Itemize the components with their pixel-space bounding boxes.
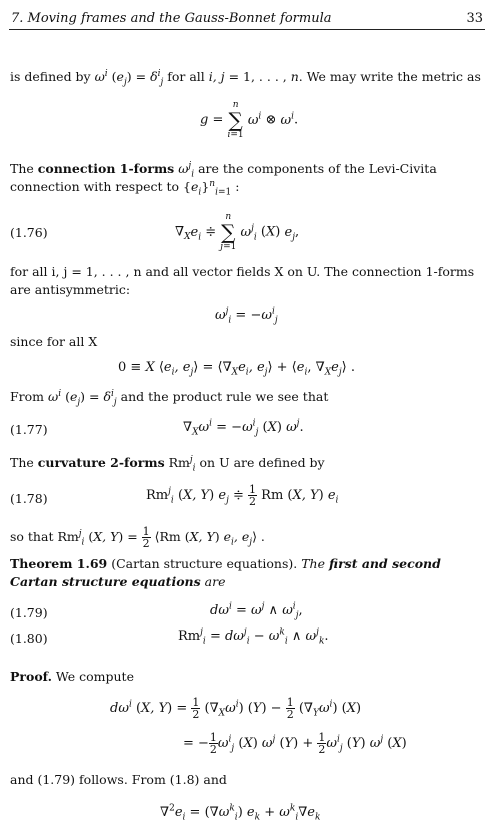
paragraph-curvature-forms: The curvature 2-forms $Rm^j_i$ on U are defined by — [10, 454, 325, 474]
equation-tag-1-76: (1.76) — [10, 225, 48, 240]
equation-1-76: $\nabla_Xe_i$ ≑ n ∑ j=1 $\omega^j_i$ (X) $e_j$, — [175, 212, 300, 252]
equation-tag-1-79: (1.79) — [10, 605, 48, 620]
proof-intro: Proof. We compute — [10, 669, 134, 684]
equation-second-covariant: $\nabla^2e_i = (\nabla\omega^k_i) e_k + \omega^k_i\nabla e_k$ — [160, 803, 321, 823]
paragraph-follows: and (1.79) follows. From (1.8) and — [10, 772, 227, 787]
equation-tag-1-80: (1.80) — [10, 631, 48, 646]
paragraph-antisymmetric: for all i, j = 1, . . . , n and all vector fields X on U. The connection 1-forms are antisymmetric: — [10, 264, 475, 297]
equation-1-78: $Rm^j_i$ (X, Y) $e_j$ ≑ $\frac{1}{2}$ Rm (X, Y) $e_i$ — [146, 483, 339, 508]
running-header — [9, 9, 485, 30]
paragraph-so-that: so that $Rm^j_i$ (X, Y) = $\frac{1}{2}$ ⟨Rm (X, Y) $e_i$, $e_j⟩$ . — [10, 525, 265, 550]
equation-metric: g = n ∑ i=1 $\omega^i$ ⊗ $\omega^i$. — [200, 100, 299, 140]
equation-1-79: $d\omega^i = \omega^j$ ∧ $\omega^i_j$, — [210, 601, 303, 621]
equation-tag-1-77: (1.77) — [10, 422, 48, 437]
equation-antisymmetry: $\omega^j_i = -\omega^i_j$ — [215, 306, 278, 326]
paragraph-metric-intro: is defined by $\omega^i$ $(e_j) = \delta^i_j$ for all i, j = 1, . . . , n. We may write the metric as — [10, 68, 481, 88]
paragraph-product-rule: From $\omega^i$ $(e_j) = \delta^i_j$ and the product rule we see that — [10, 388, 329, 408]
page-number: 33 — [466, 11, 483, 26]
equation-metric-compatibility: 0 ≡ X $⟨e_i$, $e_j⟩$ = $⟨\nabla_Xe_i$, $e_j⟩$ + $⟨e_i$, $\nabla_Xe_j⟩$ . — [118, 360, 355, 378]
theorem-1-69: Theorem 1.69 (Cartan structure equations). The first and second Cartan structure equations are — [10, 556, 441, 589]
paragraph-since: since for all X — [10, 334, 98, 349]
chapter-title: 7. Moving frames and the Gauss-Bonnet formula — [11, 11, 332, 26]
equation-1-80: $Rm^j_i = d\omega^j_i - \omega^k_i$ ∧ $\omega^j_k$. — [178, 627, 329, 647]
equation-tag-1-78: (1.78) — [10, 491, 48, 506]
equation-proof-line-2: = − $\frac{1}{2}$ $\omega^i_j$ (X) $\omega^j$ (Y) + $\frac{1}{2}$ $\omega^i_j$ (Y) $\omega^j$ (X) — [183, 731, 407, 756]
equation-1-77: $\nabla_X\omega^i = -\omega^i_j$ (X) $\omega^j$. — [183, 418, 304, 438]
equation-proof-line-1: $d\omega^i$ (X, Y) = $\frac{1}{2}$ $(\nabla_X\omega^i) (Y)$ − $\frac{1}{2}$ $(\nabla_Y\omega^i)$ (X) — [110, 696, 362, 721]
paragraph-connection-forms: The connection 1-forms $\omega^j_i$ are the components of the Levi-Civita connection with respect to $\{e_i\}^n_{i=1}$ : — [10, 160, 437, 198]
